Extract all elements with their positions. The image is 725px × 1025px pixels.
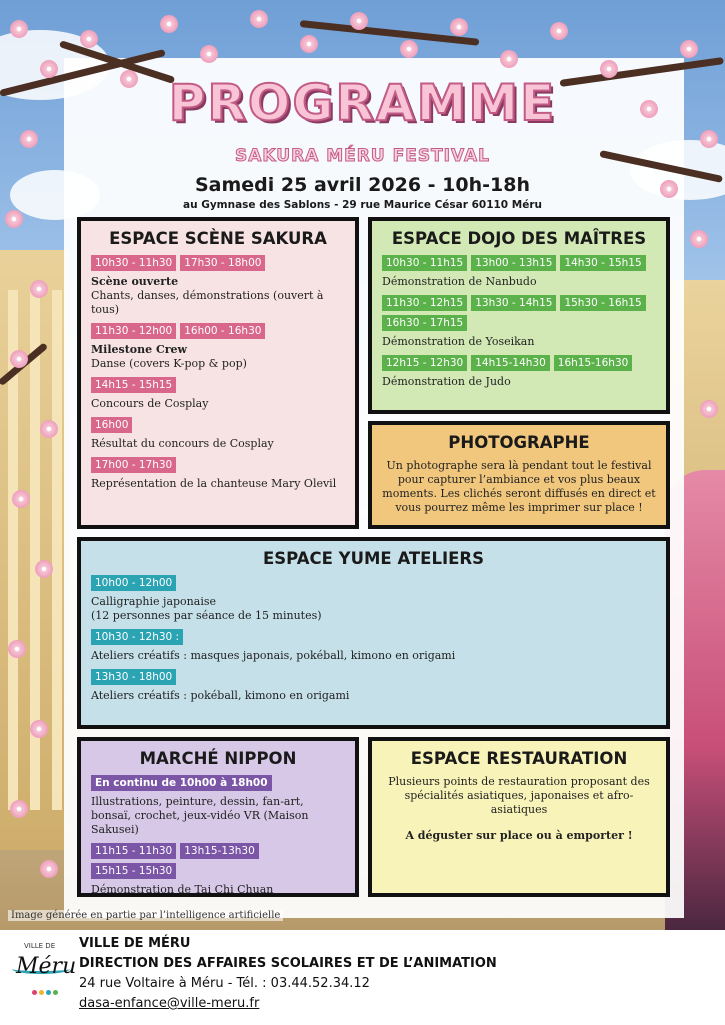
time-tag: 10h30 - 11h30 (91, 255, 176, 271)
festival-subtitle: SAKURA MÉRU FESTIVAL (235, 146, 490, 166)
time-tag: 10h00 - 12h00 (91, 575, 176, 591)
footer-address: 24 rue Voltaire à Méru - Tél. : 03.44.52.34.12 (79, 976, 370, 991)
time-tag: 13h00 - 13h15 (471, 255, 556, 271)
time-tag: 10h30 - 12h30 : (91, 629, 183, 645)
page-title: PROGRAMME (168, 74, 557, 132)
time-tag: 14h30 - 15h15 (560, 255, 645, 271)
footer-city: VILLE DE MÉRU (79, 936, 191, 951)
section-scene-sakura (77, 217, 359, 529)
section-title: PHOTOGRAPHE (448, 433, 590, 452)
section-marche-nippon (77, 737, 359, 897)
section-text: Un photographe sera là pendant tout le festival pour capturer l’ambiance et vos plus beaux moments. Les clichés seront diffusés en direct et vous pourrez même les imprimer sur place ! (382, 459, 656, 514)
time-tag: 16h15-16h30 (554, 355, 633, 371)
time-tag: En continu de 10h00 à 18h00 (91, 775, 272, 791)
section-title: MARCHÉ NIPPON (139, 749, 297, 768)
time-tag: 16h30 - 17h15 (382, 315, 467, 331)
time-tag: 15h15 - 15h30 (91, 863, 176, 879)
time-tag: 15h30 - 16h15 (560, 295, 645, 311)
activity-name: Milestone Crew (91, 343, 187, 356)
section-yume-ateliers (77, 537, 670, 729)
section-title: ESPACE SCÈNE SAKURA (109, 229, 327, 248)
activity-desc: Démonstration de Yoseikan (382, 335, 535, 348)
activity-desc: Ateliers créatifs : pokéball, kimono en origami (91, 689, 350, 702)
section-title: ESPACE DOJO DES MAÎTRES (391, 229, 647, 248)
time-tag: 11h30 - 12h15 (382, 295, 467, 311)
time-tag: 13h15-13h30 (180, 843, 259, 859)
logo-small-text: VILLE DE (24, 942, 56, 950)
activity-desc: Illustrations, peinture, dessin, fan-art, bonsaï, crochet, jeux-vidéo VR (Maison Sakusei) (91, 795, 309, 836)
activity-desc: Calligraphie japonaise (91, 595, 216, 608)
section-title: ESPACE RESTAURATION (410, 749, 628, 768)
section-title: ESPACE YUME ATELIERS (263, 549, 484, 568)
activity-desc: Concours de Cosplay (91, 397, 209, 410)
time-tag: 11h15 - 11h30 (91, 843, 176, 859)
activity-desc: Chants, danses, démonstrations (ouvert à tous) (91, 289, 324, 316)
section-dojo (368, 217, 670, 414)
section-photographe (368, 421, 670, 529)
activity-desc: Démonstration de Tai Chi Chuan (91, 883, 274, 896)
time-tag: 16h00 (91, 417, 132, 433)
footer (0, 930, 725, 1025)
time-tag: 14h15-14h30 (471, 355, 550, 371)
activity-note: (12 personnes par séance de 15 minutes) (91, 609, 322, 622)
time-tag: 14h15 - 15h15 (91, 377, 176, 393)
time-tag: 11h30 - 12h00 (91, 323, 176, 339)
time-tag: 10h30 - 11h15 (382, 255, 467, 271)
event-date: Samedi 25 avril 2026 - 10h-18h (194, 174, 530, 196)
ai-disclaimer: Image générée en partie par l’intelligence artificielle (8, 910, 283, 921)
footer-email-link[interactable]: dasa-enfance@ville-meru.fr (79, 996, 260, 1011)
section-text: Plusieurs points de restauration proposant des spécialités asiatiques, japonaises et afro-asiatiques (388, 775, 650, 816)
activity-name: Scène ouverte (91, 275, 179, 288)
activity-desc: Démonstration de Judo (382, 375, 511, 388)
logo-brand-text: Méru (16, 954, 77, 979)
section-text-emphasis: A déguster sur place ou à emporter ! (405, 829, 633, 842)
time-tag: 13h30 - 14h15 (471, 295, 556, 311)
activity-desc: Ateliers créatifs : masques japonais, pokéball, kimono en origami (91, 649, 456, 662)
activity-desc: Démonstration de Nanbudo (382, 275, 537, 288)
time-tag: 12h15 - 12h30 (382, 355, 467, 371)
time-tag: 17h00 - 17h30 (91, 457, 176, 473)
activity-desc: Danse (covers K-pop & pop) (91, 357, 247, 370)
activity-desc: Résultat du concours de Cosplay (91, 437, 274, 450)
time-tag: 17h30 - 18h00 (180, 255, 265, 271)
activity-desc: Représentation de la chanteuse Mary Olevil (91, 477, 337, 490)
time-tag: 13h30 - 18h00 (91, 669, 176, 685)
event-venue: au Gymnase des Sablons - 29 rue Maurice César 60110 Méru (182, 199, 542, 211)
section-restauration (368, 737, 670, 897)
footer-department: DIRECTION DES AFFAIRES SCOLAIRES ET DE L’ANIMATION (79, 956, 497, 971)
time-tag: 16h00 - 16h30 (180, 323, 265, 339)
ville-de-meru-logo (10, 938, 77, 1000)
